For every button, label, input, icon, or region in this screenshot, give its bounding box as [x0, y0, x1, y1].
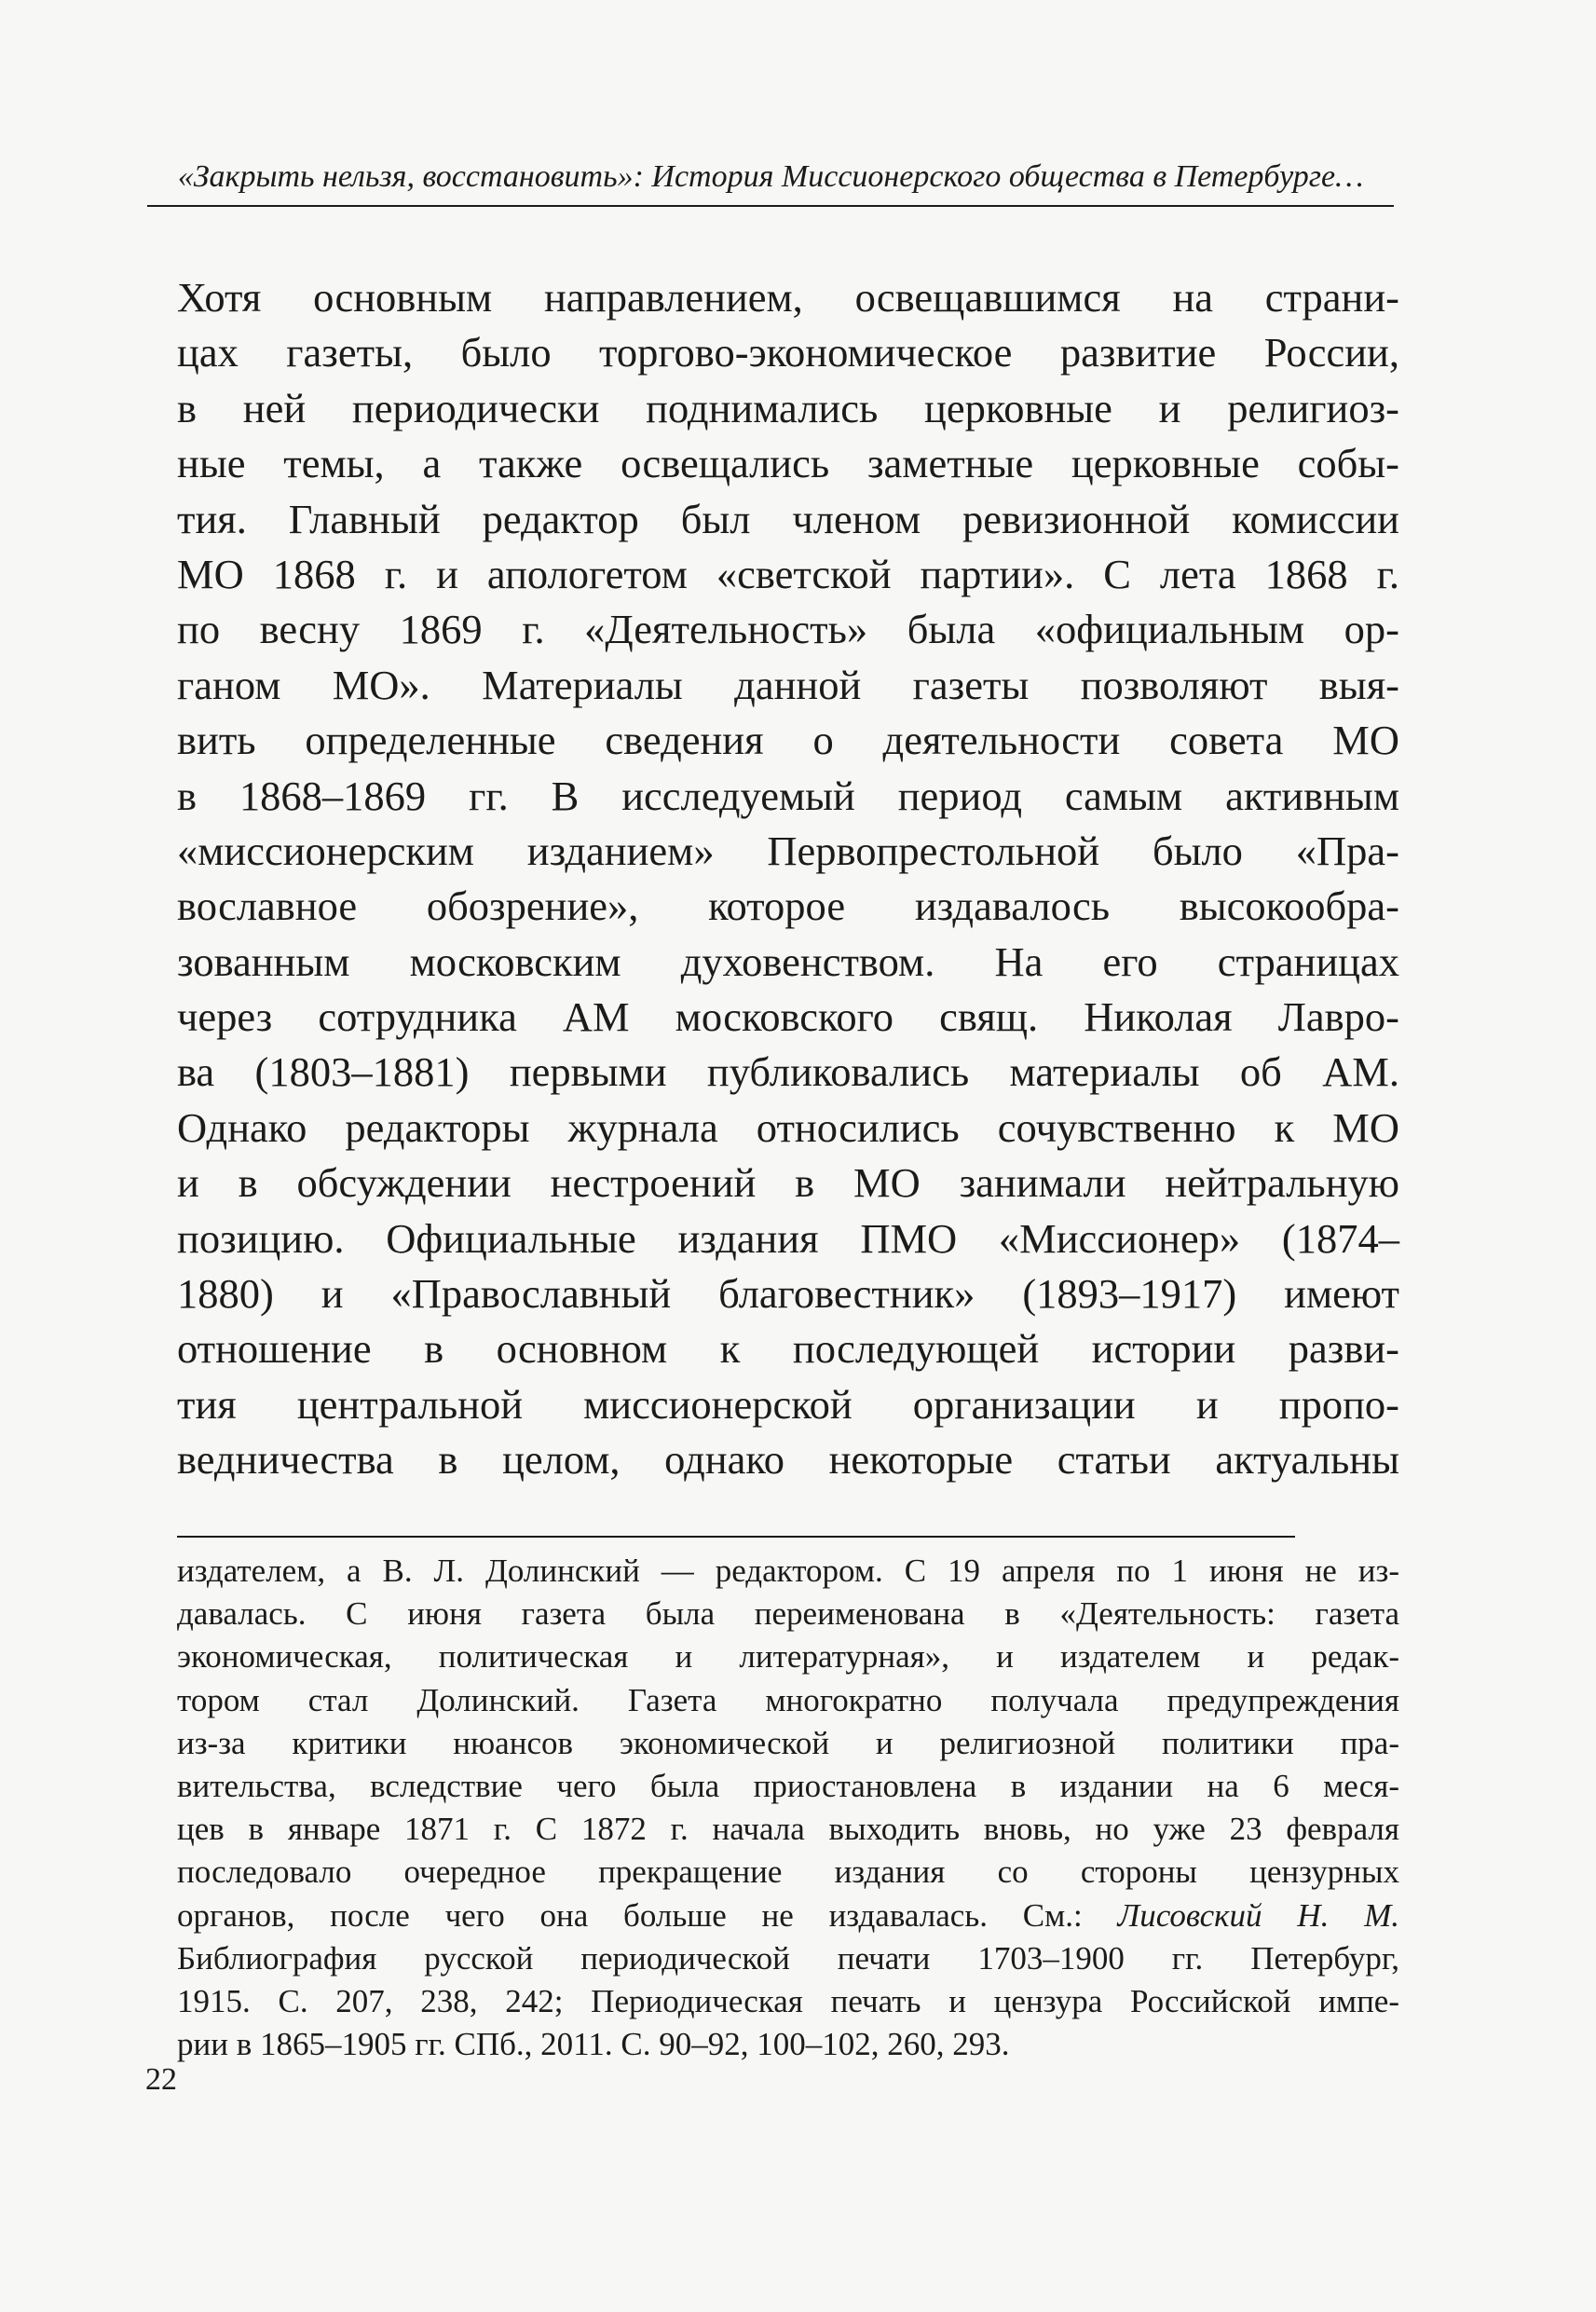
footnote — [177, 1550, 1399, 2066]
body-line: Хотя основным направлением, освещавшимся на страни- — [177, 274, 1399, 321]
running-head: «Закрыть нельзя, восстановить»: История Миссионерского общества в Петербурге… — [177, 159, 1364, 194]
body-line: вославное обозрение», которое издавалось высокообра- — [177, 882, 1399, 930]
body-line: по весну 1869 г. «Деятельность» была «официальным ор- — [177, 606, 1399, 653]
footnote-line: давалась. С июня газета была переименована в «Деятельность: газета — [177, 1595, 1399, 1633]
footnote-separator — [177, 1536, 1295, 1538]
body-line: Однако редакторы журнала относились сочувственно к МО — [177, 1103, 1399, 1151]
body-line: в ней периодически поднимались церковные и религиоз- — [177, 384, 1399, 431]
body-line: тия. Главный редактор был членом ревизионной комиссии — [177, 495, 1399, 542]
body-line: позицию. Официальные издания ПМО «Миссионер» (1874– — [177, 1214, 1399, 1262]
body-line: тия центральной миссионерской организации и пропо- — [177, 1380, 1399, 1428]
footnote-line: издателем, а В. Л. Долинский — редактором. С 19 апреля по 1 июня не из- — [177, 1553, 1399, 1589]
footnote-line: рии в 1865–1905 гг. СПб., 2011. С. 90–92, 100–102, 260, 293. — [177, 2026, 1010, 2063]
body-line: вить определенные сведения о деятельности совета МО — [177, 717, 1399, 764]
footnote-line: из-за критики нюансов экономической и религиозной политики пра- — [177, 1724, 1399, 1761]
body-line: в 1868–1869 гг. В исследуемый период самым активным — [177, 772, 1399, 819]
running-head-rule — [147, 205, 1394, 207]
footnote-line: 1915. С. 207, 238, 242; Периодическая печать и цензура Российской импе- — [177, 1982, 1399, 2019]
footnote-line-citation — [177, 1895, 1399, 1937]
footnote-line: цев в январе 1871 г. С 1872 г. начала выходить вновь, но уже 23 февраля — [177, 1811, 1399, 1848]
body-line: цах газеты, было торгово-экономическое развитие России, — [177, 329, 1399, 376]
footnote-line: Библиография русской периодической печати 1703–1900 гг. Петербург, — [177, 1939, 1399, 1977]
footnote-line: последовало очередное прекращение издания со стороны цензурных — [177, 1854, 1399, 1891]
footnote-line-text: органов, после чего она больше не издавалась. См.: — [177, 1896, 1083, 1934]
body-line: МО 1868 г. и апологетом «светской партии». С лета 1868 г. — [177, 550, 1399, 597]
body-line: ва (1803–1881) первыми публиковались материалы об АМ. — [177, 1048, 1399, 1096]
body-line: ные темы, а также освещались заметные церковные собы- — [177, 440, 1399, 487]
body-line: и в обсуждении нестроений в МО занимали нейтральную — [177, 1159, 1399, 1207]
footnote-line: тором стал Долинский. Газета многократно получала предупреждения — [177, 1681, 1399, 1718]
body-line: через сотрудника АМ московского свящ. Николая Лавро- — [177, 993, 1399, 1041]
footnote-line: вительства, вследствие чего была приостановлена в издании на 6 меся- — [177, 1767, 1399, 1804]
body-line: ведничества в целом, однако некоторые статьи актуальны — [177, 1436, 1399, 1484]
body-line: зованным московским духовенством. На его страницах — [177, 937, 1399, 985]
footnote-line: экономическая, политическая и литературная», и издателем и редак- — [177, 1638, 1399, 1676]
body-line: отношение в основном к последующей истории разви- — [177, 1325, 1399, 1373]
page-number: 22 — [145, 2062, 177, 2097]
author-name: Лисовский Н. М. — [1117, 1896, 1400, 1934]
main-text — [177, 270, 1399, 1488]
body-line: 1880) и «Православный благовестник» (1893–1917) имеют — [177, 1270, 1399, 1318]
body-line: ганом МО». Материалы данной газеты позволяют выя- — [177, 661, 1399, 708]
body-line: «миссионерским изданием» Первопрестольной было «Пра- — [177, 827, 1399, 874]
